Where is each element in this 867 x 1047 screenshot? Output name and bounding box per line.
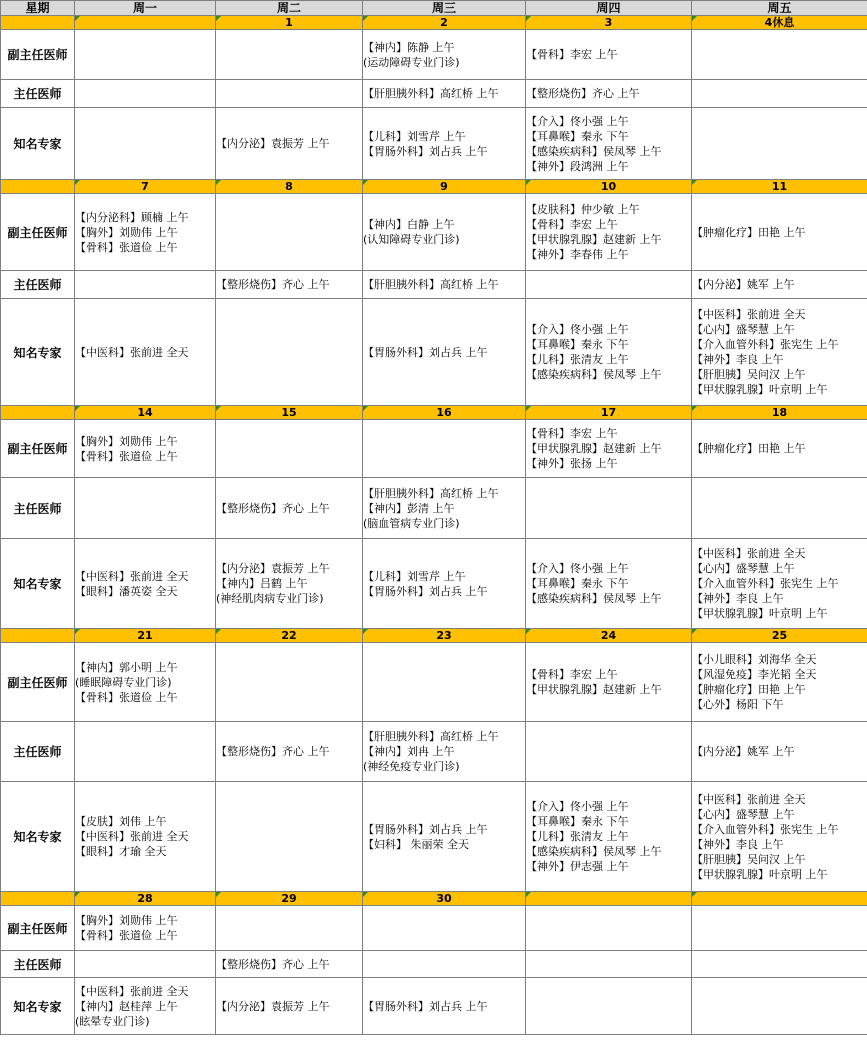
doctor-level-label: 主任医师 — [1, 722, 75, 782]
clinic-entry: 【神内】郭小明 上午 — [75, 660, 178, 674]
schedule-cell — [692, 30, 867, 80]
date-row — [1, 892, 867, 906]
doctor-level-label: 主任医师 — [1, 951, 75, 978]
date-row — [1, 406, 867, 420]
clinic-entry: 【肝胆胰外科】高红桥 上午 — [363, 486, 499, 500]
schedule-cell — [75, 951, 216, 978]
clinic-entry: 【肿瘤化疗】田艳 上午 — [692, 225, 806, 239]
schedule-cell — [526, 299, 692, 406]
schedule-cell — [216, 643, 363, 722]
schedule-cell — [216, 271, 363, 299]
clinic-entry: 【中医科】张前进 全天 — [75, 345, 189, 359]
schedule-row — [1, 906, 867, 951]
schedule-row — [1, 722, 867, 782]
clinic-entry: 【中医科】张前进 全天 — [692, 792, 806, 806]
schedule-cell — [692, 722, 867, 782]
clinic-entry: 【肝胆胰外科】高红桥 上午 — [363, 87, 499, 100]
clinic-entry: 【神外】李良 上午 — [692, 837, 784, 851]
schedule-cell — [75, 30, 216, 80]
date-cell: 17 — [526, 406, 692, 420]
schedule-cell — [363, 478, 526, 539]
clinic-entry: 【儿科】刘雪芹 上午 — [363, 569, 466, 583]
schedule-cell — [216, 299, 363, 406]
schedule-row — [1, 951, 867, 978]
schedule-cell — [75, 906, 216, 951]
schedule-cell — [526, 539, 692, 629]
schedule-cell — [75, 80, 216, 108]
schedule-cell — [363, 194, 526, 271]
doctor-level-label: 知名专家 — [1, 108, 75, 180]
date-row-label — [1, 16, 75, 30]
clinic-entry: 【心内】盛琴慧 上午 — [692, 562, 795, 575]
header-row — [1, 1, 867, 16]
date-cell: 25 — [692, 629, 867, 643]
schedule-cell — [526, 194, 692, 271]
clinic-entry: 【神内】吕鹤 上午 — [216, 577, 308, 590]
schedule-cell — [216, 951, 363, 978]
clinic-entry: 【皮肤科】仲少敏 上午 — [526, 203, 640, 216]
clinic-entry: 【胃肠外科】刘占兵 上午 — [363, 144, 488, 158]
clinic-entry: 【肝胆胰外科】高红桥 上午 — [363, 278, 499, 291]
schedule-cell — [363, 978, 526, 1035]
schedule-cell — [363, 539, 526, 629]
schedule-cell — [692, 478, 867, 539]
clinic-entry: 【甲状腺乳腺】赵建新 上午 — [526, 233, 662, 246]
clinic-entry: (神经免疫专业门诊) — [363, 760, 460, 773]
clinic-entry: 【肿瘤化疗】田艳 上午 — [692, 442, 806, 455]
schedule-cell — [692, 978, 867, 1035]
clinic-entry: 【内分泌】姚军 上午 — [692, 745, 795, 758]
schedule-cell — [526, 108, 692, 180]
clinic-entry: 【介入血管外科】张宪生 上午 — [692, 822, 839, 836]
schedule-cell — [216, 782, 363, 892]
clinic-entry: 【眼科】才瑜 全天 — [75, 845, 167, 858]
clinic-entry: 【儿科】张清友 上午 — [526, 353, 629, 366]
clinic-entry: 【妇科】 朱丽荣 全天 — [363, 837, 469, 851]
clinic-entry: 【胃肠外科】刘占兵 上午 — [363, 822, 488, 836]
schedule-row — [1, 299, 867, 406]
schedule-cell — [363, 30, 526, 80]
schedule-cell — [216, 906, 363, 951]
doctor-level-label: 副主任医师 — [1, 906, 75, 951]
clinic-entry: 【甲状腺乳腺】赵建新 上午 — [526, 683, 662, 696]
schedule-cell — [216, 30, 363, 80]
clinic-entry: 【整形烧伤】齐心 上午 — [216, 957, 330, 971]
date-cell: 29 — [216, 892, 363, 906]
clinic-entry: 【胸外】刘勋伟 上午 — [75, 914, 178, 927]
clinic-entry: 【神外】张扬 上午 — [526, 457, 618, 470]
date-cell: 28 — [75, 892, 216, 906]
date-cell: 16 — [363, 406, 526, 420]
doctor-level-label: 主任医师 — [1, 478, 75, 539]
schedule-cell — [692, 80, 867, 108]
date-row-label — [1, 406, 75, 420]
schedule-cell — [526, 906, 692, 951]
date-cell: 18 — [692, 406, 867, 420]
header-monday: 周一 — [75, 1, 216, 16]
clinic-entry: 【肝胆胰外科】高红桥 上午 — [363, 730, 499, 743]
doctor-level-label: 知名专家 — [1, 978, 75, 1035]
schedule-cell — [363, 299, 526, 406]
clinic-entry: 【胃肠外科】刘占兵 上午 — [363, 999, 488, 1013]
clinic-entry: 【心外】杨阳 下午 — [692, 698, 784, 711]
clinic-entry: 【儿科】张清友 上午 — [526, 830, 629, 843]
clinic-entry: (睡眠障碍专业门诊) — [75, 675, 172, 689]
doctor-level-label: 副主任医师 — [1, 420, 75, 478]
header-wednesday: 周三 — [363, 1, 526, 16]
schedule-cell — [216, 194, 363, 271]
schedule-cell — [692, 194, 867, 271]
date-cell: 30 — [363, 892, 526, 906]
clinic-entry: 【骨科】李宏 上午 — [526, 218, 618, 231]
clinic-entry: (眩晕专业门诊) — [75, 1014, 150, 1028]
clinic-entry: 【内分泌】袁振芳 上午 — [216, 999, 330, 1013]
schedule-cell — [216, 108, 363, 180]
schedule-row — [1, 478, 867, 539]
schedule-cell — [75, 194, 216, 271]
clinic-entry: 【骨科】张道俭 上午 — [75, 449, 178, 463]
schedule-row — [1, 80, 867, 108]
clinic-entry: 【肿瘤化疗】田艳 上午 — [692, 683, 806, 696]
clinic-entry: 【中医科】张前进 全天 — [692, 547, 806, 560]
clinic-entry: 【感染疾病科】侯凤琴 上午 — [526, 845, 662, 858]
schedule-body — [1, 1, 867, 1035]
date-cell: 2 — [363, 16, 526, 30]
clinic-entry: 【神内】刘冉 上午 — [363, 745, 455, 758]
header-weekday: 星期 — [1, 1, 75, 16]
schedule-cell — [75, 643, 216, 722]
schedule-row — [1, 782, 867, 892]
schedule-cell — [692, 951, 867, 978]
schedule-cell — [692, 906, 867, 951]
date-row-label — [1, 892, 75, 906]
clinic-entry: 【肝胆胰】吴问汉 上午 — [692, 368, 806, 381]
schedule-cell — [363, 420, 526, 478]
clinic-entry: 【介入血管外科】张宪生 上午 — [692, 338, 839, 351]
clinic-entry: 【神外】伊志强 上午 — [526, 860, 629, 873]
schedule-cell — [692, 539, 867, 629]
schedule-cell — [75, 108, 216, 180]
schedule-row — [1, 30, 867, 80]
doctor-level-label: 副主任医师 — [1, 30, 75, 80]
date-row — [1, 629, 867, 643]
schedule-cell — [363, 80, 526, 108]
schedule-cell — [692, 782, 867, 892]
schedule-cell — [75, 539, 216, 629]
schedule-cell — [363, 271, 526, 299]
clinic-entry: 【胸外】刘勋伟 上午 — [75, 225, 178, 239]
date-row — [1, 16, 867, 30]
clinic-entry: 【感染疾病科】侯凤琴 上午 — [526, 592, 662, 605]
schedule-cell — [526, 722, 692, 782]
clinic-entry: 【神外】段鸿洲 上午 — [526, 159, 629, 173]
clinic-entry: 【肝胆胰】吴问汉 上午 — [692, 852, 806, 866]
schedule-row — [1, 643, 867, 722]
doctor-level-label: 知名专家 — [1, 782, 75, 892]
clinic-entry: 【皮肤】刘伟 上午 — [75, 815, 167, 828]
date-cell — [692, 892, 867, 906]
clinic-entry: 【胸外】刘勋伟 上午 — [75, 434, 178, 448]
schedule-cell — [216, 420, 363, 478]
schedule-cell — [526, 420, 692, 478]
clinic-entry: 【内分泌科】顾楠 上午 — [75, 210, 189, 224]
date-cell: 14 — [75, 406, 216, 420]
schedule-cell — [526, 30, 692, 80]
clinic-entry: 【胃肠外科】刘占兵 上午 — [363, 345, 488, 359]
clinic-entry: 【介入】佟小强 上午 — [526, 800, 629, 813]
schedule-cell — [526, 80, 692, 108]
clinic-entry: 【风湿免疫】李光韬 全天 — [692, 668, 817, 681]
date-cell: 10 — [526, 180, 692, 194]
schedule-cell — [526, 478, 692, 539]
clinic-entry: 【中医科】张前进 全天 — [75, 569, 189, 583]
date-cell — [75, 16, 216, 30]
date-cell: 22 — [216, 629, 363, 643]
schedule-cell — [692, 643, 867, 722]
clinic-entry: 【感染疾病科】侯凤琴 上午 — [526, 368, 662, 381]
clinic-entry: 【心内】盛琴慧 上午 — [692, 323, 795, 336]
date-cell: 8 — [216, 180, 363, 194]
schedule-cell — [526, 951, 692, 978]
date-cell: 9 — [363, 180, 526, 194]
schedule-cell — [75, 722, 216, 782]
clinic-entry: 【整形烧伤】齐心 上午 — [216, 278, 330, 291]
clinic-entry: 【胃肠外科】刘占兵 上午 — [363, 584, 488, 598]
schedule-cell — [216, 80, 363, 108]
clinic-entry: 【骨科】张道俭 上午 — [75, 240, 178, 254]
date-cell — [526, 892, 692, 906]
clinic-entry: 【神内】赵桂萍 上午 — [75, 999, 178, 1013]
clinic-entry: 【儿科】刘雪芹 上午 — [363, 129, 466, 143]
schedule-cell — [363, 782, 526, 892]
clinic-entry: 【整形烧伤】齐心 上午 — [526, 87, 640, 100]
schedule-cell — [692, 299, 867, 406]
schedule-cell — [216, 478, 363, 539]
schedule-cell — [75, 782, 216, 892]
clinic-entry: 【骨科】张道俭 上午 — [75, 929, 178, 942]
schedule-cell — [692, 271, 867, 299]
schedule-cell — [526, 271, 692, 299]
clinic-entry: 【小儿眼科】刘海华 全天 — [692, 653, 817, 666]
clinic-entry: 【内分泌】袁振芳 上午 — [216, 562, 330, 575]
schedule-cell — [75, 271, 216, 299]
clinic-entry: 【介入】佟小强 上午 — [526, 323, 629, 336]
date-cell: 24 — [526, 629, 692, 643]
schedule-cell — [216, 978, 363, 1035]
schedule-row — [1, 194, 867, 271]
clinic-entry: 【骨科】李宏 上午 — [526, 668, 618, 681]
clinic-entry: (运动障碍专业门诊) — [363, 55, 460, 69]
date-cell: 21 — [75, 629, 216, 643]
clinic-entry: 【介入】佟小强 上午 — [526, 114, 629, 128]
schedule-cell — [363, 722, 526, 782]
clinic-entry: 【甲状腺乳腺】叶京明 上午 — [692, 383, 828, 396]
header-tuesday: 周二 — [216, 1, 363, 16]
date-row — [1, 180, 867, 194]
header-friday: 周五 — [692, 1, 867, 16]
clinic-entry: (认知障碍专业门诊) — [363, 233, 460, 246]
date-cell: 23 — [363, 629, 526, 643]
doctor-level-label: 副主任医师 — [1, 194, 75, 271]
clinic-entry: 【整形烧伤】齐心 上午 — [216, 501, 330, 515]
clinic-entry: 【耳鼻喉】秦永 下午 — [526, 577, 629, 590]
clinic-entry: 【神内】陈静 上午 — [363, 40, 455, 54]
schedule-cell — [75, 299, 216, 406]
schedule-cell — [75, 478, 216, 539]
schedule-row — [1, 420, 867, 478]
schedule-cell — [216, 539, 363, 629]
date-cell: 4休息 — [692, 16, 867, 30]
clinic-entry: 【神外】李良 上午 — [692, 353, 784, 366]
clinic-entry: 【眼科】潘英姿 全天 — [75, 584, 178, 598]
date-row-label — [1, 180, 75, 194]
date-cell: 11 — [692, 180, 867, 194]
clinic-entry: 【中医科】张前进 全天 — [75, 830, 189, 843]
schedule-cell — [526, 643, 692, 722]
clinic-entry: 【甲状腺乳腺】赵建新 上午 — [526, 442, 662, 455]
clinic-entry: 【内分泌】姚军 上午 — [692, 278, 795, 291]
clinic-entry: 【甲状腺乳腺】叶京明 上午 — [692, 867, 828, 881]
schedule-row — [1, 108, 867, 180]
schedule-row — [1, 539, 867, 629]
doctor-level-label: 知名专家 — [1, 539, 75, 629]
doctor-level-label: 主任医师 — [1, 80, 75, 108]
schedule-cell — [75, 420, 216, 478]
date-cell: 15 — [216, 406, 363, 420]
schedule-row — [1, 271, 867, 299]
clinic-entry: 【耳鼻喉】秦永 下午 — [526, 815, 629, 828]
clinic-entry: 【中医科】张前进 全天 — [75, 984, 189, 998]
clinic-entry: 【神外】李春伟 上午 — [526, 248, 629, 261]
schedule-row — [1, 978, 867, 1035]
clinic-entry: 【介入血管外科】张宪生 上午 — [692, 577, 839, 590]
clinic-entry: 【骨科】李宏 上午 — [526, 48, 618, 61]
schedule-cell — [75, 978, 216, 1035]
schedule-cell — [363, 906, 526, 951]
date-cell: 3 — [526, 16, 692, 30]
clinic-entry: 【耳鼻喉】秦永 下午 — [526, 338, 629, 351]
schedule-cell — [363, 951, 526, 978]
date-cell: 7 — [75, 180, 216, 194]
clinic-entry: (脑血管病专业门诊) — [363, 516, 460, 530]
doctor-level-label: 副主任医师 — [1, 643, 75, 722]
clinic-entry: 【感染疾病科】侯凤琴 上午 — [526, 144, 662, 158]
clinic-entry: 【甲状腺乳腺】叶京明 上午 — [692, 607, 828, 620]
schedule-cell — [216, 722, 363, 782]
clinic-entry: 【神外】李良 上午 — [692, 592, 784, 605]
date-cell: 1 — [216, 16, 363, 30]
clinic-entry: (神经肌肉病专业门诊) — [216, 592, 324, 605]
clinic-entry: 【内分泌】袁振芳 上午 — [216, 137, 330, 150]
doctor-level-label: 知名专家 — [1, 299, 75, 406]
clinic-entry: 【中医科】张前进 全天 — [692, 308, 806, 321]
schedule-cell — [363, 643, 526, 722]
clinic-entry: 【心内】盛琴慧 上午 — [692, 807, 795, 821]
clinic-entry: 【整形烧伤】齐心 上午 — [216, 745, 330, 758]
schedule-cell — [526, 978, 692, 1035]
doctor-level-label: 主任医师 — [1, 271, 75, 299]
clinic-entry: 【神内】白静 上午 — [363, 218, 455, 231]
schedule-cell — [363, 108, 526, 180]
clinic-entry: 【耳鼻喉】秦永 下午 — [526, 129, 629, 143]
clinic-entry: 【骨科】李宏 上午 — [526, 427, 618, 440]
date-row-label — [1, 629, 75, 643]
clinic-entry: 【介入】佟小强 上午 — [526, 562, 629, 575]
clinic-entry: 【骨科】张道俭 上午 — [75, 690, 178, 704]
schedule-cell — [692, 420, 867, 478]
schedule-cell — [526, 782, 692, 892]
clinic-entry: 【神内】彭清 上午 — [363, 501, 455, 515]
header-thursday: 周四 — [526, 1, 692, 16]
schedule-cell — [692, 108, 867, 180]
